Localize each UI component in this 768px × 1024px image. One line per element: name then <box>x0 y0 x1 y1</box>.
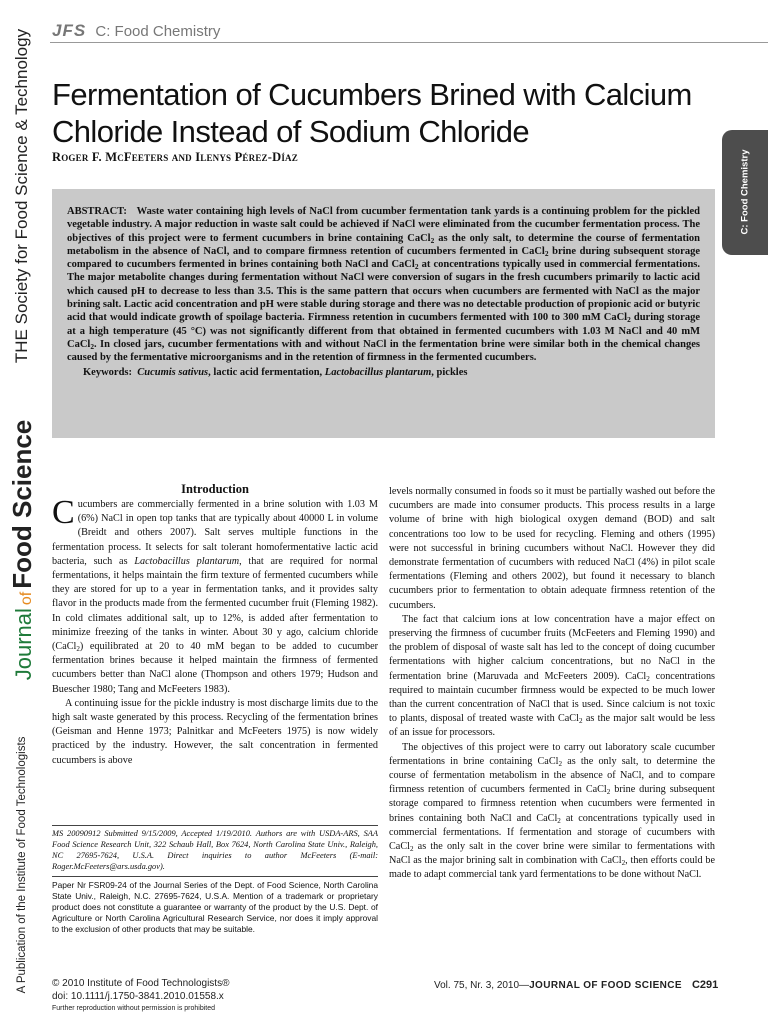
doi[interactable]: doi: 10.1111/j.1750-3841.2010.01558.x <box>52 990 224 1002</box>
intro-paragraph-2: A continuing issue for the pickle industry is most discharge limits due to the high salt waste generated by this process. Recycling of the fermentation brines (Geisman and Henne 1973; Palnitkar and McFeeters 1975) is now widely practiced by the industry. However, the salt concentration in fermented cucumbers is above <box>52 697 378 766</box>
text-seg: ucumbers are commercially fermented in a brine solution with 1.03 M (6%) NaCl in open top tanks that are typically about 40000 L in volume (Breidt and others 2007). Salt serves multiple functions in the fermentation process. It selects for salt tolerant homofermentative lactic acid bacteria, such as <box>52 499 378 567</box>
sub: 2 <box>414 262 419 272</box>
text-seg: The fact that calcium ions at low concentration have a major effect on preserving the firmness of cucumber fruits (McFeeters and Fleming 1990) and the problem of disposal of waste salt has led to the concept of doing cucumber fermentations with higher calcium concentrations, but no NaCl in the fermentation brine (Maruvada and McFeeters 2009). CaCl <box>389 613 715 682</box>
keyword-italic: Lactobacillus plantarum <box>324 366 432 378</box>
keyword-text: , lactic acid fermentation, <box>208 366 325 378</box>
intro-paragraph-1 <box>52 494 378 697</box>
sub: 2 <box>558 759 563 768</box>
sub: 2 <box>90 341 95 351</box>
abstract-seg: . In closed jars, cucumber fermentations with and without NaCl in the fermentation brine were similar both in the chemical changes caused by the fermentative microorganisms and in the retention of firmness in the fermented cucumbers. <box>67 338 700 364</box>
col2-paragraph-3 <box>389 741 715 883</box>
text-seg: brine during subsequent storage compared to firmness retention when cucumbers were fermented in brines containing both NaCl and CaCl <box>389 784 715 824</box>
sub: 2 <box>627 315 631 325</box>
volume-info: Vol. 75, Nr. 3, 2010— <box>434 980 530 991</box>
sub: 2 <box>621 859 626 868</box>
text-seg: concentrations required to maintain cucumber firmness would be expected to be much lower than the current concentration of NaCl that is used. Since calcium is not toxic to plants, disposal of treated waste with CaCl <box>389 670 716 725</box>
keyword-italic: Cucumis sativus <box>137 366 209 378</box>
paper-authors: Roger F. McFeeters and Ilenys Pérez-Díaz <box>52 150 298 164</box>
abstract-seg: as the only salt, to determine the course of fermentation metabolism in the absence of NaCl, and to compare firmness retention of cucumbers fermented in CaCl <box>67 232 700 257</box>
left-sidebar <box>0 0 46 1024</box>
page-number: C291 <box>691 979 719 991</box>
text-seg: , that are required for normal fermentations, it helps maintain the firm texture of fermented cucumbers while they are stored for up to a year in fermentation tanks, and it provides salty flavor in the products made from the fermented cucumber fruit (Fleming 1982). In cold climates additional salt, up to 12%, is added after fermentation to minimize freezing of the tanks in winter. About 30 y ago, calcium chloride (CaCl <box>52 555 378 653</box>
abstract-seg: Waste water containing high levels of NaCl from cucumber fermentation tank yards is a continuing problem for the pickled vegetable industry. A major reduction in waste salt could be achieved if NaCl were eliminated from the cucumber fermentation process. The objectives of this project were to ferment cucumbers in brine containing CaCl <box>67 206 700 244</box>
footnote-rule-2 <box>52 876 378 877</box>
header-rule <box>50 42 768 43</box>
text-seg: as the only salt in the cover brine were similar to fermentations with NaCl as the major brining salt in combination with CaCl <box>389 841 715 867</box>
col2-paragraph-2 <box>389 613 715 741</box>
text-seg: The objectives of this project were to carry out laboratory scale cucumber fermentations in brine containing CaCl <box>389 741 715 767</box>
section-tab-label: C: Food Chemistry <box>739 149 751 235</box>
sub: 2 <box>557 816 561 825</box>
abstract-seg: at concentrations typically used in commercial fermentations. The major metabolite changes during fermentation without NaCl were conversion of sugars in the fresh cucumbers primarily to lactic acid which caused pH to decrease to less than 3.5. This is the same pattern that occurs when cucumbers are fermented with NaCl as the major brining salt. Lactic acid concentration and pH were stable during storage and there was no detectable production of propionic acid or butyric acid that would indicate growth of spoilage bacteria. Firmness retention in cucumbers fermented with 100 to 300 mM CaCl <box>67 259 700 324</box>
permission-note: Further reproduction without permission is prohibited <box>52 1005 216 1012</box>
running-header <box>52 21 220 41</box>
journal-logo-part3: Food Science <box>7 419 37 589</box>
journal-name: JOURNAL OF FOOD SCIENCE <box>529 980 682 991</box>
sub: 2 <box>578 717 583 726</box>
society-label: THE Society for Food Science & Technology <box>12 28 31 364</box>
journal-logo <box>9 420 35 681</box>
footnote-paper-nr: Paper Nr FSR09-24 of the Journal Series of the Dept. of Food Science, North Carolina State Univ., Raleigh, N.C. 27695-7624, U.S.A. Mention of a trademark or proprietary product does not constitute a guarantee or warranty of the product by the U.S. Dept. of Agriculture or North Carolina Agricultural Research Service, nor does it imply approval to the exclusion of other products that may be suitable. <box>52 880 378 934</box>
column-right <box>389 485 715 883</box>
text-seg: as the only salt, to determine the course of fermentation metabolism in the absence of NaCl, and to compare firmness retention of cucumbers fermented in CaCl <box>389 755 715 796</box>
footer-left <box>52 978 229 1016</box>
column-left <box>52 494 378 768</box>
footnote-submission: MS 20090912 Submitted 9/15/2009, Accepted 1/19/2010. Authors are with USDA-ARS, SAA Food Science Research Unit, 322 Schaub Hall, Box 7624, North Carolina State Univ., Raleigh, NC 27695-7624, U.S.A. Direct inquiries to author McFeeters (E-mail: Roger.McFeeters@ars.usda.gov). <box>52 829 378 871</box>
abstract-box <box>52 189 715 438</box>
keyword-text: , pickles <box>431 366 468 378</box>
intro-heading: Introduction <box>181 482 249 496</box>
text-seg: at concentrations typically used in commercial fermentations. If fermentation and storage of cucumbers with CaCl <box>389 812 715 853</box>
abstract-seg: during storage at a high temperature (45 °C) was not significantly different from that obtained in fermented cucumbers with 1.03 M NaCl and 40 mM CaCl <box>67 312 700 350</box>
text-seg: , then efforts could be made to adapt commercial tank yard fermentations to be done without NaCl. <box>389 855 715 881</box>
sub: 2 <box>646 674 650 683</box>
sub: 2 <box>544 248 549 258</box>
journal-logo-part1: Journal <box>11 608 36 681</box>
sub: 2 <box>409 845 414 854</box>
text-seg: ) equilibrated at 20 to 40 mM began to be added to cucumber fermentation brines because it helped maintain the firmness of fermented cucumbers better than NaCl alone (Thompson and others 1979; Hudson and Buescher 1980; Tang and McFeeters 1983). <box>52 641 378 695</box>
journal-logo-part2: of <box>18 591 35 606</box>
footnote-rule <box>52 825 378 826</box>
section-name: C: Food Chemistry <box>95 23 221 40</box>
journal-abbr: JFS <box>52 21 87 40</box>
paper-title: Fermentation of Cucumbers Brined with Calcium Chloride Instead of Sodium Chloride <box>52 77 692 149</box>
keywords <box>83 366 700 379</box>
sub: 2 <box>606 788 611 797</box>
sub: 2 <box>76 645 80 654</box>
section-tab <box>722 130 768 255</box>
footer-right <box>434 979 718 991</box>
abstract-label: ABSTRACT: <box>67 206 127 217</box>
sub: 2 <box>430 235 435 245</box>
drop-cap: C <box>52 494 75 531</box>
italic-seg: Lactobacillus plantarum <box>134 555 240 567</box>
publication-label: A Publication of the Institute of Food Technologists <box>16 736 28 994</box>
abstract-text <box>67 205 700 365</box>
keywords-label: Keywords: <box>83 366 132 378</box>
copyright: © 2010 Institute of Food Technologists® <box>52 978 230 989</box>
col2-paragraph-1: levels normally consumed in foods so it must be partially washed out before the cucumbers are made into consumer products. This process results in a large volume of brine with high biological oxygen demand (BOD) and salt concentrations too low to be used for recycling. Fleming and others (1995) were not successful in brining cucumbers without NaCl. However they did demonstrate fermentation of cucumbers with reduced NaCl (4%) in pilot scale fermentations (Fleming and others 2002), but found it necessary to blanch cucumbers prior to fermentation to obtain adequate firmness retention of the cucumbers. <box>389 486 715 611</box>
abstract-seg: brine during subsequent storage compared to cucumbers fermented in brines containing both NaCl and CaCl <box>67 245 700 271</box>
text-seg: as the major salt would be less of an issue for processors. <box>389 713 715 739</box>
